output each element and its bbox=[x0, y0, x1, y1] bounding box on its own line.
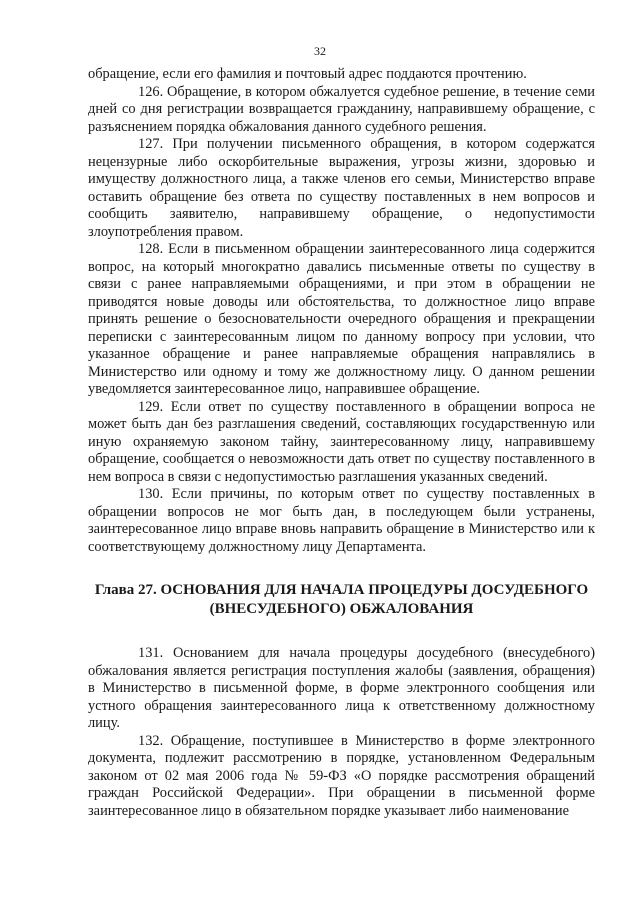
chapter-heading-line-1: Глава 27. ОСНОВАНИЯ ДЛЯ НАЧАЛА ПРОЦЕДУРЫ ДОСУДЕБНОГО bbox=[94, 582, 589, 598]
chapter-heading bbox=[88, 581, 595, 619]
paragraph-128: 128. Если в письменном обращении заинтересованного лица содержится вопрос, на который многократно давались письменные ответы по существу в связи с ранее направляемыми обращениями, и при этом в обращении не приводятся новые доводы или обстоятельства, то должностное лицо вправе принять решение о безосновательности очередного обращения и прекращении переписки с заинтересованным лицом по данному вопросу при условии, что указанное обращение и ранее направляемые обращения направлялись в Министерство или одному и тому же должностному лицу. О данном решении уведомляется заинтересованное лицо, направившее обращение. bbox=[88, 241, 595, 397]
paragraph-continuation: обращение, если его фамилия и почтовый адрес поддаются прочтению. bbox=[88, 66, 527, 82]
paragraph-127: 127. При получении письменного обращения, в котором содержатся нецензурные либо оскорбительные выражения, угрозы жизни, здоровью и имуществу должностного лица, а также членов его семьи, Министерство вправе оставить обращение без ответа по существу поставленных в нем вопросов и сообщить заявителю, направившему обращение, о недопустимости злоупотребления правом. bbox=[88, 136, 595, 240]
paragraph-126: 126. Обращение, в котором обжалуется судебное решение, в течение семи дней со дня регистрации возвращается гражданину, направившему обращение, с разъяснением порядка обжалования данного судебного решения. bbox=[88, 83, 595, 135]
chapter-heading-line-2: (ВНЕСУДЕБНОГО) ОБЖАЛОВАНИЯ bbox=[209, 601, 474, 617]
paragraph-129: 129. Если ответ по существу поставленного в обращении вопроса не может быть дан без разглашения сведений, составляющих государственную или иную охраняемую законом тайну, заинтересованному лицу, направившему обращение, сообщается о невозможности дать ответ по существу поставленного в нем вопроса в связи с недопустимостью разглашения указанных сведений. bbox=[88, 398, 595, 485]
paragraph-130: 130. Если причины, по которым ответ по существу поставленных в обращении вопросов не мог быть дан, в последующем были устранены, заинтересованное лицо вправе вновь направить обращение в Министерство или к соответствующему должностному лицу Департамента. bbox=[88, 486, 595, 555]
document-body bbox=[88, 66, 595, 820]
paragraph-132: 132. Обращение, поступившее в Министерство в форме электронного документа, подлежит рассмотрению в порядке, установленном Федеральным законом от 02 мая 2006 года № 59-ФЗ «О порядке рассмотрения обращений граждан Российской Федерации». При обращении в письменной форме заинтересованное лицо в обязательном порядке указывает либо наименование bbox=[88, 732, 595, 819]
page-number: 32 bbox=[314, 44, 326, 58]
paragraph-131: 131. Основанием для начала процедуры досудебного (внесудебного) обжалования является регистрация поступления жалобы (заявления, обращения) в Министерство в письменной форме, в форме электронного сообщения или устного обращения заинтересованного лица к ответственному должностному лицу. bbox=[88, 645, 595, 731]
